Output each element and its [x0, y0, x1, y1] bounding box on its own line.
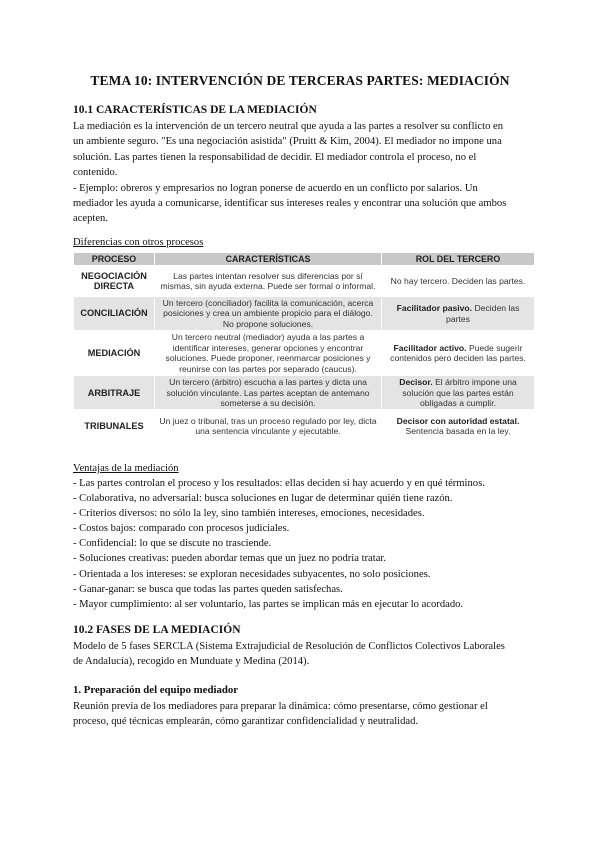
rol-text: Puede sugerir contenidos pero deciden las partes.	[390, 342, 526, 364]
text-line: un ambiente seguro. "Es una negociación asistida" (Pruitt & Kim, 2004). El mediador no impone una	[73, 136, 502, 148]
ventajas-heading: Ventajas de la mediación	[73, 463, 179, 474]
text-line: contenido.	[73, 167, 118, 179]
rol-bold: Facilitador pasivo.	[396, 303, 473, 314]
rol-bold: Decisor.	[399, 377, 433, 388]
table-cell-caracteristicas: Un tercero neutral (mediador) ayuda a las partes a identificar intereses, generar opciones y encontrar soluciones. Puede proponer, reenmarcar posiciones y reunirse con las partes por separado (caucus).	[155, 331, 382, 376]
table-cell-proceso: ARBITRAJE	[74, 376, 155, 410]
phase-1-text	[73, 699, 535, 730]
text-line: La mediación es la intervención de un tercero neutral que ayuda a las partes a resolver su conflicto en	[73, 121, 504, 132]
list-item: - Colaborativa, no adversarial: busca soluciones en lugar de determinar quién tiene razón.	[73, 493, 453, 505]
list-item: - Soluciones creativas: pueden abordar temas que un juez no podría tratar.	[73, 553, 386, 565]
phase-1-heading: 1. Preparación del equipo mediador	[73, 684, 239, 696]
list-item: - Orientada a los intereses: se exploran necesidades subyacentes, no solo posiciones.	[73, 568, 431, 580]
text-line: de Andalucía), recogido en Munduate y Medina (2014).	[73, 656, 310, 668]
rol-bold: Facilitador activo.	[393, 342, 467, 353]
list-item: - Confidencial: lo que se discute no trasciende.	[73, 538, 272, 550]
list-item: - Ganar-ganar: se busca que todas las partes queden satisfechas.	[73, 583, 343, 595]
rol-text: Sentencia basada en la ley.	[405, 425, 511, 436]
text-line: Reunión previa de los mediadores para preparar la dinámica: cómo presentarse, cómo gestionar el	[73, 701, 488, 712]
page-title: TEMA 10: INTERVENCIÓN DE TERCERAS PARTES: MEDIACIÓN	[90, 73, 510, 88]
table-cell-proceso: TRIBUNALES	[74, 410, 155, 442]
ventajas-list	[73, 476, 543, 612]
table-cell-rol	[382, 266, 535, 297]
text-line: acepten.	[73, 213, 108, 225]
table-row	[74, 266, 535, 297]
table-cell-rol	[382, 376, 535, 410]
table-cell-caracteristicas: Un juez o tribunal, tras un proceso regulado por ley, dicta una sentencia vinculante y ejecutable.	[155, 410, 382, 442]
rol-text: El árbitro impone una solución que las partes están obligadas a cumplir.	[402, 377, 517, 409]
list-item: - Mayor cumplimiento: al ser voluntario, las partes se implican más en ejecutar lo acordado.	[73, 598, 464, 610]
table-row	[74, 376, 535, 410]
table-header: CARACTERÍSTICAS	[155, 253, 382, 266]
text-line: proceso, qué técnicas emplearán, cómo garantizar confidencialidad y neutralidad.	[73, 716, 419, 728]
table-header: PROCESO	[74, 253, 155, 266]
table-header: ROL DEL TERCERO	[382, 253, 535, 266]
table-row	[74, 410, 535, 442]
rol-text: Deciden las partes	[446, 303, 520, 324]
section-2-intro	[73, 639, 535, 670]
rol-text: No hay tercero. Deciden las partes.	[390, 275, 526, 286]
text-line: solución. Las partes tienen la responsabilidad de decidir. El mediador controla el proceso, no el	[73, 151, 477, 163]
comparison-table	[73, 252, 535, 442]
table-row	[74, 297, 535, 331]
text-line: mediador les ayuda a comunicarse, identificar sus intereses reales y encontrar una solución que ambos	[73, 198, 507, 210]
text-line: - Ejemplo: obreros y empresarios no logran ponerse de acuerdo en un conflicto por salarios. Un	[73, 182, 478, 194]
table-cell-rol	[382, 297, 535, 331]
text-line: Modelo de 5 fases SERCLA (Sistema Extrajudicial de Resolución de Conflictos Colectivos Laborales	[73, 641, 505, 652]
table-cell-caracteristicas: Un tercero (conciliador) facilita la comunicación, acerca posiciones y crea un ambiente propicio para el diálogo. No propone soluciones.	[155, 297, 382, 331]
list-item: - Costos bajos: comparado con procesos judiciales.	[73, 523, 290, 535]
section-1-intro	[73, 119, 535, 227]
table-caption: Diferencias con otros procesos	[73, 237, 204, 248]
list-item: - Criterios diversos: no sólo la ley, sino también intereses, emociones, necesidades.	[73, 508, 425, 520]
table-header-row	[74, 253, 535, 266]
section-2-heading: 10.2 FASES DE LA MEDIACIÓN	[73, 624, 241, 636]
table-cell-caracteristicas: Un tercero (árbitro) escucha a las partes y dicta una solución vinculante. Las partes aceptan de antemano someterse a su decisión.	[155, 376, 382, 410]
table-cell-rol	[382, 331, 535, 376]
table-cell-rol	[382, 410, 535, 442]
table-cell-proceso: CONCILIACIÓN	[74, 297, 155, 331]
table-row	[74, 331, 535, 376]
table-cell-proceso: NEGOCIACIÓN DIRECTA	[74, 266, 155, 297]
table-cell-caracteristicas: Las partes intentan resolver sus diferencias por sí mismas, sin ayuda externa. Puede ser formal o informal.	[155, 266, 382, 297]
rol-bold: Decisor con autoridad estatal.	[396, 415, 520, 426]
list-item: - Las partes controlan el proceso y los resultados: ellas deciden si hay acuerdo y en qué términos.	[73, 478, 485, 489]
section-1-heading: 10.1 CARACTERÍSTICAS DE LA MEDIACIÓN	[73, 104, 317, 116]
table-cell-proceso: MEDIACIÓN	[74, 331, 155, 376]
